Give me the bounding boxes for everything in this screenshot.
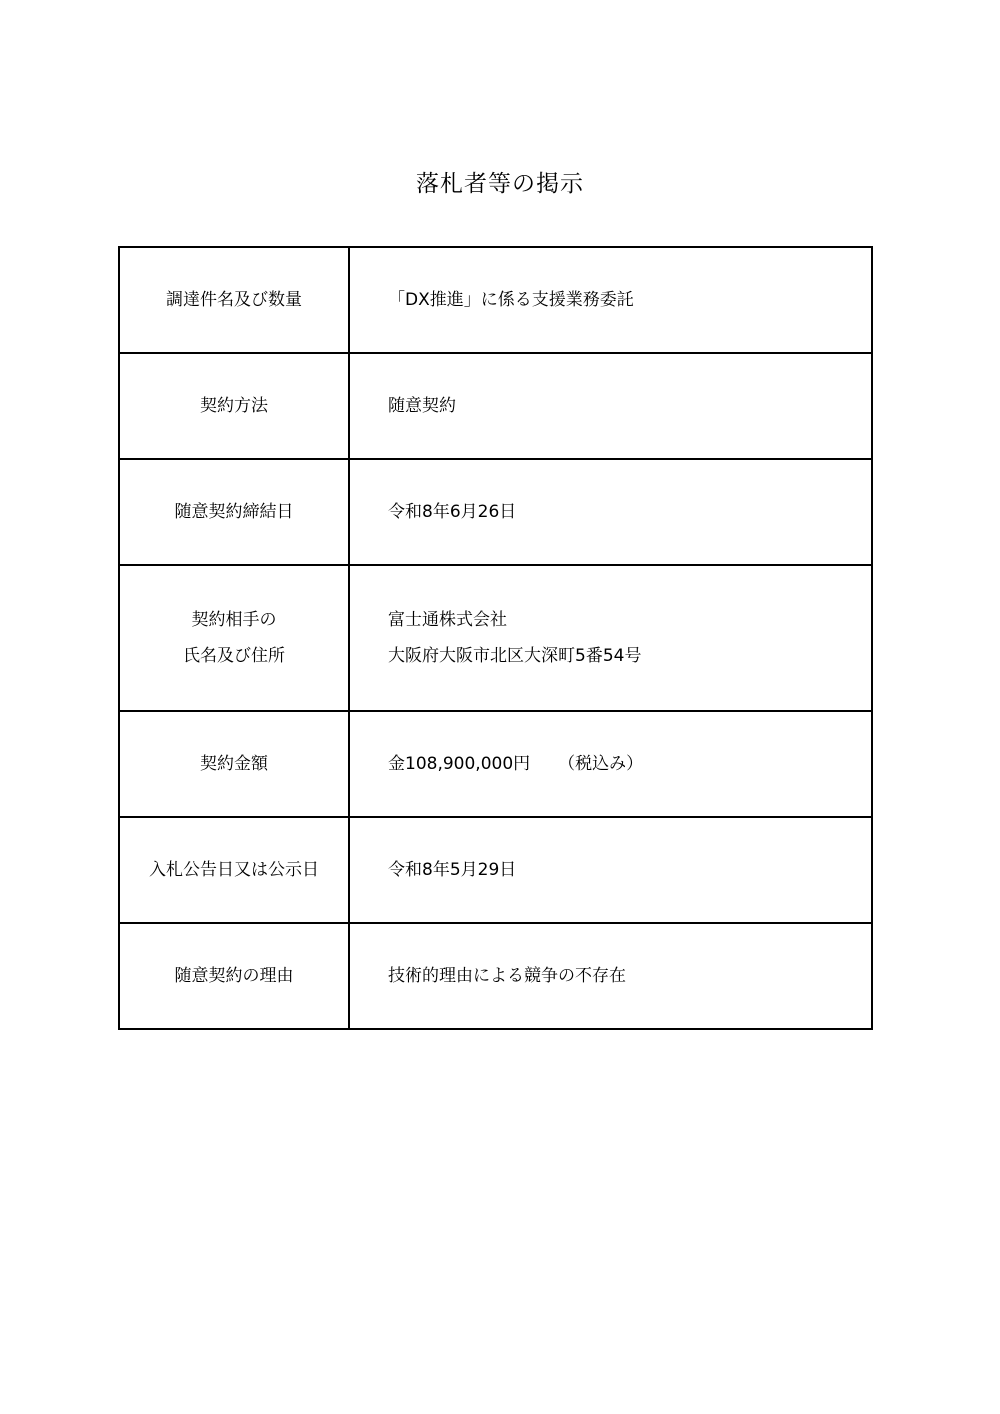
contractor-name: 富士通株式会社 xyxy=(388,610,507,630)
row-label-contractor xyxy=(119,565,349,711)
row-value-contract-method: 随意契約 xyxy=(349,353,872,459)
contractor-address: 大阪府大阪市北区大深町5番54号 xyxy=(388,646,642,666)
table-row-procurement-item xyxy=(119,247,872,353)
table-row-contract-method xyxy=(119,353,872,459)
row-label-contract-date: 随意契約締結日 xyxy=(119,459,349,565)
contract-amount: 金108,900,000円 xyxy=(388,754,531,774)
row-label-contract-reason: 随意契約の理由 xyxy=(119,923,349,1029)
table-row-contractor xyxy=(119,565,872,711)
table-row-contract-reason xyxy=(119,923,872,1029)
tax-included-note: （税込み） xyxy=(558,754,644,774)
row-value-contract-reason: 技術的理由による競争の不存在 xyxy=(349,923,872,1029)
notice-table xyxy=(118,246,873,1030)
page-title: 落札者等の掲示 xyxy=(416,171,584,197)
row-label-procurement-item: 調達件名及び数量 xyxy=(119,247,349,353)
row-label-announcement-date: 入札公告日又は公示日 xyxy=(119,817,349,923)
row-value-contract-date: 令和8年6月26日 xyxy=(349,459,872,565)
table-row-contract-amount xyxy=(119,711,872,817)
row-label-contract-method: 契約方法 xyxy=(119,353,349,459)
table-row-contract-date xyxy=(119,459,872,565)
row-value-announcement-date: 令和8年5月29日 xyxy=(349,817,872,923)
row-value-contract-amount xyxy=(349,711,872,817)
table-row-announcement-date xyxy=(119,817,872,923)
row-label-contract-amount: 契約金額 xyxy=(119,711,349,817)
row-value-contractor xyxy=(349,565,872,711)
row-value-procurement-item: 「DX推進」に係る支援業務委託 xyxy=(349,247,872,353)
row-label-contractor-line-2: 氏名及び住所 xyxy=(183,646,285,666)
row-label-contractor-line-1: 契約相手の xyxy=(191,610,277,630)
